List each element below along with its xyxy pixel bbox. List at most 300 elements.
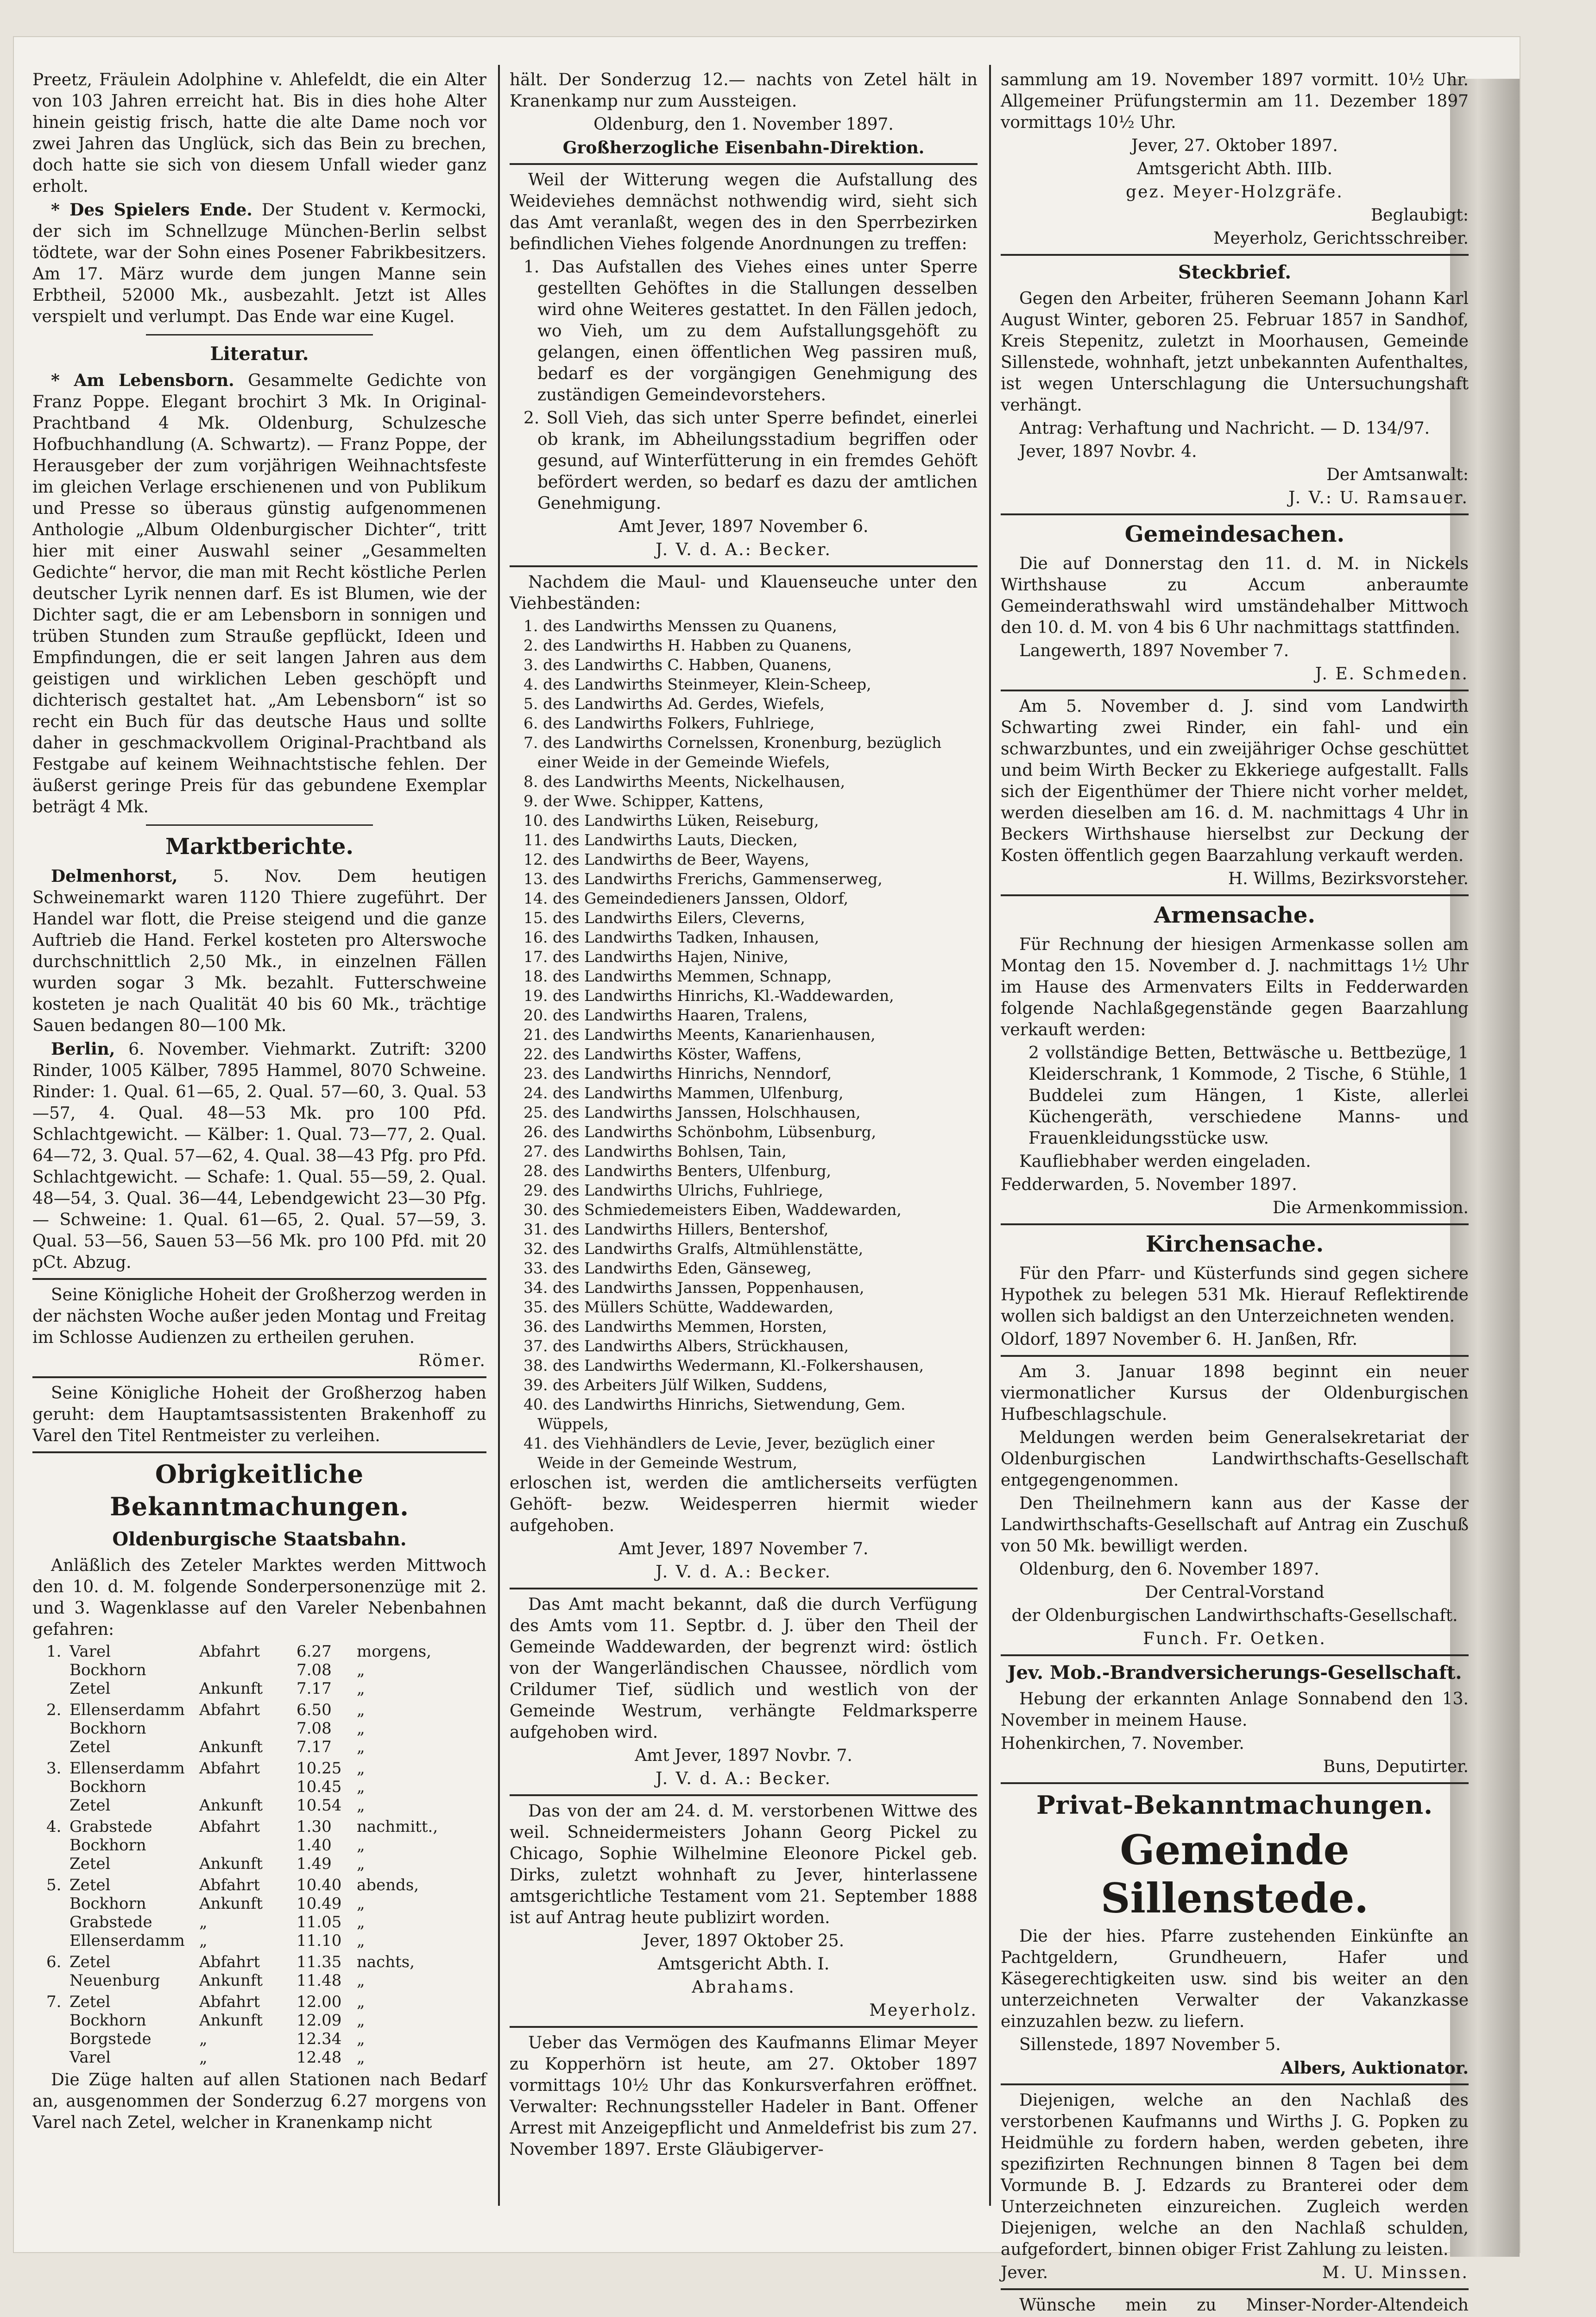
list-item: 10. des Landwirths Lüken, Reiseburg, [524,811,819,829]
train-cell: 10.40 [296,1876,342,1894]
train-cell: Abfahrt [199,1817,260,1836]
train-row [46,1817,454,1836]
train-number [46,1913,69,1931]
notice-date: Amt Jever, 1897 Novbr. 7. [635,1746,852,1765]
train-cell: 10.54 [296,1796,342,1815]
section-title-literatur: Literatur. [210,343,309,365]
train-number [46,1738,69,1756]
train-cell: Zetel [69,1738,111,1756]
train-cell: 7.17 [296,1738,332,1756]
train-cell: 7.08 [296,1661,332,1679]
train-cell: Abfahrt [199,1701,260,1719]
train-row [46,1894,454,1913]
list-item: 2. Soll Vieh, das sich unter Sperre befindet, einerlei ob krank, im Abheilungsstadium begriffen oder gesund, auf Winterfütterung in ein fremdes Gehöft befördert werden, so bedarf es dazu der amtlichen Genehmigung. [524,409,978,513]
column-divider [498,65,500,2206]
train-number: 4. [46,1817,62,1836]
notice-kauf: Kaufliebhaber werden eingeladen. [1019,1152,1311,1171]
train-cell [199,1778,296,1796]
list-item: 19. des Landwirths Hinrichs, Kl.-Waddewarden, [524,987,894,1005]
train-cell: 11.10 [296,1931,342,1950]
divider [510,565,978,567]
train-cell: Zetel [69,1796,111,1815]
notice-signature: Meyerholz. [869,2001,978,2020]
list-item: 24. des Landwirths Mammen, Ulfenburg, [524,1084,844,1102]
train-row [46,1719,454,1738]
divider [1001,2083,1469,2085]
divider [146,824,373,826]
article-text: Gesammelte Gedichte von Franz Poppe. Elegant brochirt 3 Mk. In Original-Prachtband 4 Mk. Oldenburg, Schulzesche Hofbuchhandlung (A. Schwartz). — Franz Poppe, der Herausgeber der zum vorjährigen Weihnachtsfeste im gleichen Verlage erschienenen und von Publikum und Presse so überaus günstig aufgenommenen Anthologie „Album Oldenburgischer Dichter“, tritt hier mit einer Auswahl seiner „Gesammelten Gedichte“ hervor, die man mit Recht köstliche Perlen deutscher Lyrik nennen darf. Es ist Blumen, wie der Dichter sagt, die er am Lebensborn in sonnigen und trüben Stunden zum Strauße gepflückt, Ideen und Empfindungen, die er seit langen Jahren aus dem geistigen und wirklichen Leben geschöpft und dichterisch gestaltet hat. „Am Lebensborn“ ist so recht ein Buch für das deutsche Haus und sollte daher in geschmackvollem Original-Prachtband als Festgabe auf keinem Weihnachtstische fehlen. Der äußerst geringe Preis für das gebundene Exemplar beträgt 4 Mk. [32,371,486,817]
divider [32,1451,486,1453]
train-cell: Ankunft [199,1679,263,1698]
list-item: 21. des Landwirths Meents, Kanarienhausen, [524,1026,876,1044]
notice-date-sign [1001,1329,1469,1350]
train-row [46,2048,454,2067]
seuche-list [510,616,978,1473]
train-cell: „ [357,1913,365,1931]
section-title-gemeindesachen: Gemeindesachen. [1124,521,1345,547]
train-row [46,1679,454,1698]
notice-signature: Großherzogliche Eisenbahn-Direktion. [562,138,925,158]
train-cell: Ankunft [199,1855,263,1873]
train-cell: „ [357,1759,365,1778]
train-cell: nachts, [357,1953,415,1971]
train-cell: Ankunft [199,1738,263,1756]
divider [1001,1355,1469,1357]
notice-signature: gez. Meyer-Holzgräfe. [1126,183,1344,202]
train-table [46,1876,454,1950]
list-item: 25. des Landwirths Janssen, Holschhausen, [524,1103,861,1121]
divider [1001,1782,1469,1784]
train-number [46,2011,69,2030]
train-cell: Ankunft [199,1894,263,1913]
divider [1001,513,1469,515]
list-item: 8. des Landwirths Meents, Nickelhausen, [524,772,845,791]
train-number: 7. [46,1993,62,2011]
train-cell: 11.05 [296,1913,342,1931]
notice-witterung: Weil der Witterung wegen die Aufstallung des Weideviehes demnächst nothwendig wird, sieht sich das Amt veranlaßt, wegen des in den Sperrbezirken befindlichen Viehes folgende Anordnungen zu treffen: [510,171,978,253]
train-cell: „ [357,1971,365,1990]
train-cell: morgens, [357,1642,432,1661]
notice-date: Fedderwarden, 5. November 1897. [1001,1175,1297,1194]
train-cell: 11.35 [296,1953,342,1971]
train-cell: „ [357,1993,365,2011]
notice-seuche: Nachdem die Maul- und Klauenseuche unter den Viehbeständen: [510,573,978,613]
list-item: 39. des Arbeiters Jülf Wilken, Suddens, [524,1376,828,1394]
train-cell [199,1661,296,1679]
notice-signature: Buns, Deputirter. [1323,1757,1469,1776]
article-title: * Des Spielers Ende. [51,200,252,220]
notice-date: Amt Jever, 1897 November 6. [618,517,869,536]
notice-seuche-end: erloschen ist, werden die amtlicherseits verfügten Gehöft- bezw. Weidesperren hiermit wieder aufgehoben. [510,1474,978,1535]
train-cell: Zetel [69,1876,111,1894]
section-title-steckbrief: Steckbrief. [1178,261,1292,283]
list-item: 16. des Landwirths Tadken, Inhausen, [524,928,820,946]
notice-signature: J. E. Schmeden. [1315,665,1469,684]
train-cell: Abfahrt [199,1642,260,1661]
train-cell: Bockhorn [69,1719,146,1738]
train-cell: 10.25 [296,1759,342,1778]
notice-date: Jever, 1897 Novbr. 4. [1019,442,1197,461]
divider [510,1794,978,1796]
place-name: Berlin, [51,1039,115,1059]
train-number: 5. [46,1876,62,1894]
witterung-list [510,257,978,514]
train-row [46,1759,454,1778]
train-cell: Ellenserdamm [69,1931,185,1950]
train-cell: „ [357,1701,365,1719]
notice-date-sign [1001,2262,1469,2284]
train-row [46,1778,454,1796]
divider [32,1376,486,1378]
train-table [46,1701,454,1756]
notice-brandversicherung: Hebung der erkannten Anlage Sonnabend den 13. November in meinem Hause. [1001,1690,1469,1730]
notice-signature: H. Janßen, Rfr. [1232,1330,1358,1349]
train-table [46,1993,454,2067]
train-number [46,1855,69,1873]
section-title-brandversicherung: Jev. Mob.-Brandversicherungs-Gesellschaft. [1007,1662,1462,1684]
train-cell: Zetel [69,1993,111,2011]
train-cell: 11.48 [296,1971,342,1990]
list-item: 26. des Landwirths Schönbohm, Lübsenburg, [524,1123,877,1141]
list-item: 33. des Landwirths Eden, Gänseweg, [524,1259,812,1277]
train-number [46,1796,69,1815]
section-title-marktberichte: Marktberichte. [165,834,354,860]
notice-staatsbahn: Anläßlich des Zeteler Marktes werden Mittwoch den 10. d. M. folgende Sonderpersonenzüge mit 2. und 3. Wagenklasse auf den Vareler Nebenbahnen gefahren: [32,1556,486,1639]
train-cell: Bockhorn [69,1894,146,1913]
train-cell: „ [357,1661,365,1679]
train-cell: „ [357,2011,365,2030]
train-cell: „ [357,1679,365,1698]
train-cell: Abfahrt [199,1876,260,1894]
train-cell: Varel [69,2048,111,2067]
notice-audienz: Seine Königliche Hoheit der Großherzog werden in der nächsten Woche außer jeden Montag und Freitag im Schlosse Audienzen zu ertheilen geruhen. [32,1285,486,1347]
list-item: 34. des Landwirths Janssen, Poppenhausen, [524,1279,864,1297]
train-cell: Bockhorn [69,1661,146,1679]
train-cell: 7.08 [296,1719,332,1738]
notice-signature: J. V. d. A.: Becker. [656,1563,832,1582]
list-item: 37. des Landwirths Albers, Strückhausen, [524,1337,849,1355]
article-berlin [32,1038,486,1273]
notice-sperre: Das Amt macht bekannt, daß die durch Verfügung des Amts vom 11. Septbr. d. J. über den Theil der Gemeinde Waddewarden, der begrenzt wird: östlich von der Wangerländischen Chaussee, nördlich vom Crildumer Tief, südlich und westlich von der Gemeinde Westrum, verhängte Feldmarksperre aufgehoben wird. [510,1595,978,1742]
train-cell: „ [357,1738,365,1756]
train-number: 3. [46,1759,62,1778]
train-cell: Zetel [69,1953,111,1971]
list-item: 30. des Schmiedemeisters Eiben, Waddewarden, [524,1201,902,1219]
list-item: 15. des Landwirths Eilers, Cleverns, [524,909,805,927]
notice-kirchensache: Für den Pfarr- und Küsterfunds sind gegen sichere Hypothek zu belegen 531 Mk. Hierauf Reflektirende wollen sich baldigst an den Unterzeichneten wenden. [1001,1264,1469,1326]
notice-date: Amt Jever, 1897 November 7. [618,1539,869,1558]
train-cell: Abfahrt [199,1759,260,1778]
list-item: 6. des Landwirths Folkers, Fuhlriege, [524,714,815,732]
list-item: 1. des Landwirths Menssen zu Quanens, [524,617,837,635]
train-table [46,1953,454,1990]
subsection-staatsbahn: Oldenburgische Staatsbahn. [112,1528,407,1550]
train-cell: „ [357,1796,365,1815]
train-cell [199,1836,296,1855]
train-cell: Ellenserdamm [69,1759,185,1778]
notice-konkurs: Ueber das Vermögen des Kaufmanns Elimar Meyer zu Kopperhörn ist heute, am 27. Oktober 1897 vormittags 10½ Uhr das Konkursverfahren eröffnet. Verwalter: Rechnungssteller Hadeler in Bant. Offener Arrest mit Anzeigepflicht und Anmeldefrist bis zum 27. November 1897. Erste Gläubigerver- [510,2033,978,2159]
train-cell: 12.09 [296,2011,342,2030]
train-cell: 7.17 [296,1679,332,1698]
list-item: 17. des Landwirths Hajen, Ninive, [524,948,789,966]
train-row [46,1661,454,1679]
train-cell: „ [357,1894,365,1913]
notice-date: Jever, 1897 Oktober 25. [643,1931,845,1950]
divider [1001,690,1469,691]
column-2 [510,70,978,2220]
train-cell: Grabstede [69,1817,152,1836]
notice-trains-end: Die Züge halten auf allen Stationen nach Bedarf an, ausgenommen der Sonderzug 6.27 morgens von Varel nach Zetel, welcher in Kranenkamp nicht [32,2070,486,2132]
train-cell: Ellenserdamm [69,1701,185,1719]
train-number [46,1931,69,1950]
divider [510,1588,978,1589]
list-item: 28. des Landwirths Benters, Ulfenburg, [524,1162,832,1180]
train-cell: Bockhorn [69,1836,146,1855]
section-title-privat: Privat-Bekanntmachungen. [1036,1790,1433,1820]
notice-signature: Die Armenkommission. [1273,1198,1469,1217]
list-item: 11. des Landwirths Lauts, Diecken, [524,831,798,849]
train-number [46,1836,69,1855]
column-divider [989,65,991,2206]
train-row [46,1953,454,1971]
section-title-kirchensache: Kirchensache. [1145,1231,1324,1257]
train-number: 2. [46,1701,62,1719]
newspaper-page [14,37,1520,2315]
notice-signature: Römer. [418,1351,486,1370]
notice-date: Hohenkirchen, 7. November. [1001,1734,1244,1753]
train-cell: 1.30 [296,1817,332,1836]
notice-steckbrief: Gegen den Arbeiter, früheren Seemann Johann Karl August Winter, geboren 25. Februar 1857 in Sandhof, Kreis Stepenitz, zuletzt in Moorhausen, Gemeinde Sillenstede, wohnhaft, jetzt unbekannten Aufenthaltes, ist wegen Unterschlagung die Untersuchungshaft verhängt. [1001,289,1469,415]
notice-date: Sillenstede, 1897 November 5. [1019,2035,1281,2054]
train-cell: Bockhorn [69,1778,146,1796]
notice-koehler: Wünsche mein zu Minser-Norder-Altendeich [1019,2296,1469,2315]
list-item: 2. des Landwirths H. Habben zu Quanens, [524,636,852,654]
place-name: Delmenhorst, [51,867,178,886]
notice-signature: M. U. Minssen. [1322,2263,1469,2282]
train-cell: 10.49 [296,1894,342,1913]
train-row [46,1855,454,1873]
notice-pickel: Das von der am 24. d. M. verstorbenen Wittwe des weil. Schneidermeisters Johann Georg Pickel zu Chicago, Sophie Wilhelmine Eleonore Pickel geb. Dirks, zuletzt wohnhaft zu Jever, hinterlassene amtsgerichtliche Testament vom 21. September 1888 ist auf Antrag heute publizirt worden. [510,1802,978,1927]
train-cell: „ [357,1836,365,1855]
notice-items: 2 vollständige Betten, Bettwäsche u. Bettbezüge, 1 Kleiderschrank, 1 Kommode, 2 Tische, 6 Stühle, 1 Buddelei zum Hängen, 1 Kiste, allerlei Küchengeräth, verschiedene Manns- und Frauenkleidungsstücke usw. [1028,1044,1469,1148]
train-cell: „ [199,2048,208,2067]
notice-signature: J. V.: U. Ramsauer. [1288,488,1469,507]
train-row [46,1876,454,1894]
notice-court: Amtsgericht Abth. IIIb. [1136,159,1333,178]
notice-signature: J. V. d. A.: Becker. [656,1769,832,1788]
train-cell: Zetel [69,1855,111,1873]
divider [510,2026,978,2028]
train-cell: Zetel [69,1679,111,1698]
list-item: 12. des Landwirths de Beer, Wayens, [524,850,809,868]
train-cell: 1.49 [296,1855,332,1873]
divider [510,163,978,165]
train-cell: Neuenburg [69,1971,160,1990]
train-cell: „ [199,1913,208,1931]
notice-hufbeschlag: Den Theilnehmern kann aus der Kasse der Landwirthschafts-Gesellschaft auf Antrag ein Zuschuß von 50 Mk. bewilligt werden. [1001,1494,1469,1556]
train-cell: 12.34 [296,2030,342,2048]
train-row [46,1931,454,1950]
train-cell: abends, [357,1876,419,1894]
train-row [46,1738,454,1756]
train-cell: 10.45 [296,1778,342,1796]
train-number [46,2048,69,2067]
list-item: 36. des Landwirths Memmen, Horsten, [524,1317,827,1336]
train-cell: nachmitt., [357,1817,438,1836]
notice-org: Der Central-Vorstand [1145,1583,1325,1602]
list-item: 41. des Viehhändlers de Levie, Jever, bezüglich einer Weide in der Gemeinde Westrum, [524,1434,934,1472]
train-number [46,1661,69,1679]
notice-continued: sammlung am 19. November 1897 vormitt. 10½ Uhr. Allgemeiner Prüfungstermin am 11. Dezember 1897 vormittags 10½ Uhr. [1001,70,1469,132]
article-delmenhorst [32,866,486,1037]
train-table [46,1642,454,1698]
train-cell: 6.50 [296,1701,332,1719]
list-item: 38. des Landwirths Wedermann, Kl.-Folkershausen, [524,1356,924,1374]
list-item: 9. der Wwe. Schipper, Kattens, [524,792,764,810]
article-intro: Preetz, Fräulein Adolphine v. Ahlefeldt, die ein Alter von 103 Jahren erreicht hat. Bis in dies hohe Alter hinein geistig frisch, hatte die alte Dame noch vor zwei Jahren das Unglück, sich das Bein zu brechen, doch hatte sie sich von diesem Unfall wieder ganz erholt. [32,70,486,196]
column-1 [32,70,486,2220]
list-item: 29. des Landwirths Ulrichs, Fuhlriege, [524,1181,823,1199]
list-item: 7. des Landwirths Cornelssen, Kronenburg, bezüglich einer Weide in der Gemeinde Wiefels, [524,734,942,771]
train-row [46,1796,454,1815]
list-item: 5. des Landwirths Ad. Gerdes, Wiefels, [524,695,825,713]
list-item: 20. des Landwirths Haaren, Tralens, [524,1006,808,1024]
notice-sillenstede: Die der hies. Pfarre zustehenden Einkünfte an Pachtgeldern, Grundheuern, Hafer und Käsegerechtigkeiten usw. sind bis weiter an den unterzeichneten Verwalter der Vakanzkasse einzuzahlen bezw. zu liefern. [1001,1927,1469,2031]
list-item: 40. des Landwirths Hinrichs, Sietwendung, Gem. Wüppels, [524,1395,906,1433]
notice-continued: hält. Der Sonderzug 12.— nachts von Zetel hält in Kranenkamp nur zum Aussteigen. [510,70,978,111]
train-cell: „ [357,1855,365,1873]
notice-date: Oldenburg, den 1. November 1897. [593,115,894,134]
notice-rentmeister: Seine Königliche Hoheit der Großherzog haben geruht: dem Hauptamtsassistenten Brakenhoff zu Varel den Titel Rentmeister zu verleihen. [32,1384,486,1445]
train-cell: Grabstede [69,1913,152,1931]
notice-org: der Oldenburgischen Landwirthschafts-Gesellschaft. [1011,1606,1458,1625]
train-cell: Abfahrt [199,1993,260,2011]
train-row [46,1642,454,1661]
train-cell: „ [199,2030,208,2048]
train-cell: „ [357,1931,365,1950]
list-item: 27. des Landwirths Bohlsen, Tain, [524,1142,787,1160]
notice-date: Oldorf, 1897 November 6. [1001,1330,1222,1349]
train-row [46,2030,454,2048]
divider [1001,2288,1469,2290]
train-table [46,1759,454,1815]
list-item: 3. des Landwirths C. Habben, Quanens, [524,656,832,674]
train-cell: „ [357,1778,365,1796]
list-item: 13. des Landwirths Frerichs, Gammenserweg, [524,870,883,888]
article-title: * Am Lebensborn. [51,371,234,390]
notice-signature: Funch. Fr. Oetken. [1143,1629,1326,1648]
list-item: 32. des Landwirths Gralfs, Altmühlenstätte, [524,1240,864,1258]
notice-court: Amtsgericht Abth. I. [657,1955,830,1974]
section-title-obrigkeitliche: Obrigkeitliche Bekanntmachungen. [110,1459,409,1521]
train-number: 1. [46,1642,62,1661]
divider [32,1278,486,1280]
train-cell: Varel [69,1642,111,1661]
train-row [46,1971,454,1990]
list-item: 35. des Müllers Schütte, Waddewarden, [524,1298,834,1316]
train-row [46,1993,454,2011]
notice-antrag: Antrag: Verhaftung und Nachricht. — D. 134/97. [1019,419,1430,438]
train-number [46,2030,69,2048]
train-number [46,1971,69,1990]
train-cell: 6.27 [296,1642,332,1661]
notice-role: Der Amtsanwalt: [1326,465,1469,484]
column-3 [1001,70,1469,2315]
notice-signature: J. V. d. A.: Becker. [656,540,832,559]
train-number [46,1778,69,1796]
train-cell: „ [357,2030,365,2048]
train-cell: 12.48 [296,2048,342,2067]
train-cell: Ankunft [199,1796,263,1815]
train-cell: „ [357,1719,365,1738]
notice-hufbeschlag: Am 3. Januar 1898 beginnt ein neuer viermonatlicher Kursus der Oldenburgischen Hufbeschlagschule. [1001,1362,1469,1424]
train-cell: „ [357,2048,365,2067]
train-row [46,2011,454,2030]
train-number: 6. [46,1953,62,1971]
article-spieler [32,199,486,328]
notice-date: Jever. [1001,2263,1048,2282]
divider [146,334,373,336]
train-cell: Abfahrt [199,1953,260,1971]
heading-sillenstede: Gemeinde Sillenstede. [1100,1826,1369,1922]
train-number [46,1679,69,1698]
article-text: Der Student v. Kermocki, der sich im Schnellzuge München-Berlin selbst tödtete, war der Sohn eines Posener Fabrikbesitzers. Am 17. März wurde dem jungen Manne sein Erbtheil, 52000 Mk., ausbezahlt. Jetzt ist Alles verspielt und verlumpt. Das Ende war eine Kugel. [32,201,487,326]
list-item: 31. des Landwirths Hillers, Bentershof, [524,1220,829,1238]
divider [1001,1223,1469,1225]
list-item: 18. des Landwirths Memmen, Schnapp, [524,967,832,985]
list-item: 22. des Landwirths Köster, Waffens, [524,1045,802,1063]
train-cell: 12.00 [296,1993,342,2011]
train-cell: Borgstede [69,2030,151,2048]
notice-hufbeschlag: Meldungen werden beim Generalsekretariat der Oldenburgischen Landwirthschafts-Gesellschaft entgegengenommen. [1001,1428,1469,1490]
list-item: 1. Das Aufstallen des Viehes eines unter Sperre gestellten Gehöftes in die Stallungen desselben wird ohne Weiteres gestattet. In den Fällen jedoch, wo Vieh, um zu dem Aufstallungsgehöft zu gelangen, einen öffentlichen Weg passiren muß, bedarf es der vorgängigen Genehmigung des zuständigen Gemeindevorstehers. [524,258,978,405]
train-cell: Bockhorn [69,2011,146,2030]
train-cell: 1.40 [296,1836,332,1855]
train-row [46,1913,454,1931]
divider [1001,254,1469,256]
notice-signature: Abrahams. [692,1978,795,1997]
train-row [46,1701,454,1719]
notice-rinder: Am 5. November d. J. sind vom Landwirth Schwarting zwei Rinder, ein fahl- und ein schwarzbuntes, und ein zweijähriger Ochse geschüttet und beim Wirth Becker zu Ekkeriege aufgestallt. Falls sich der Eigenthümer der Thiere nicht vorher meldet, werden dieselben am 16. d. M. nachmittags 4 Uhr in Beckers Wirthshause hierselbst zur Deckung der Kosten öffentlich gegen Baarzahlung verkauft werden. [1001,697,1469,865]
list-item: 23. des Landwirths Hinrichs, Nenndorf, [524,1064,832,1083]
notice-signature: H. Willms, Bezirksvorsteher. [1228,869,1469,888]
notice-armensache: Für Rechnung der hiesigen Armenkasse sollen am Montag den 15. November d. J. nachmittags 1½ Uhr im Hause des Armenvaters Eilts in Fedderwarden folgende Nachlaßgegenstände gegen Baarzahlung verkauft werden: [1001,935,1469,1039]
article-text: 6. November. Viehmarkt. Zutrift: 3200 Rinder, 1005 Kälber, 7895 Hammel, 8070 Schweine. Rinder: 1. Qual. 61—65, 2. Qual. 57—60, 3. Qual. 53—57, 4. Qual. 48—53 Mk. pro 100 Pfd. Schlachtgewicht. — Kälber: 1. Qual. 73—77, 2. Qual. 64—72, 3. Qual. 57—62, 4. Qual. 38—43 Pfg. pro Pfd. Schlachtgewicht. — Schafe: 1. Qual. 55—59, 2. Qual. 48—54, 3. Qual. 36—44, Lebendgewicht 23—30 Pfg. — Schweine: 1. Qual. 61—65, 2. Qual. 57—59, 3. Qual. 53—56, Sauen 53—56 Mk. pro 100 Pfd. mit 20 pCt. Abzug. [32,1040,486,1272]
train-number [46,1719,69,1738]
train-table [46,1817,454,1873]
train-row [46,1836,454,1855]
train-number [46,1894,69,1913]
notice-signature: Albers, Auktionator. [1281,2058,1469,2078]
list-item: 14. des Gemeindedieners Janssen, Oldorf, [524,889,849,907]
section-title-armensache: Armensache. [1154,902,1316,928]
notice-popken: Diejenigen, welche an den Nachlaß des verstorbenen Kaufmanns und Wirths J. G. Popken zu Heidmühle zu fordern haben, werden gebeten, ihre spezifizirten Rechnungen binnen 8 Tagen bei dem Vormunde B. J. Edzards zu Branterei oder dem Unterzeichneten einzureichen. Zugleich werden Diejenigen, welche an den Nachlaß schulden, aufgefordert, binnen obiger Frist Zahlung zu leisten. [1001,2091,1469,2259]
article-lebensborn [32,370,486,818]
notice-gemeinderathswahl: Die auf Donnerstag den 11. d. M. in Nickels Wirthshause zu Accum anberaumte Gemeinderathswahl wird umständehalber Mittwoch den 10. d. M. von 4 bis 6 Uhr nachmittags stattfinden. [1001,554,1469,637]
notice-date: Oldenburg, den 6. November 1897. [1019,1560,1319,1579]
divider [1001,1654,1469,1656]
list-item: 4. des Landwirths Steinmeyer, Klein-Scheep, [524,675,871,693]
notice-signature: Meyerholz, Gerichtsschreiber. [1213,229,1469,248]
article-text: 5. Nov. Dem heutigen Schweinemarkt waren 1120 Thiere zugeführt. Der Handel war flott, die Preise steigend und die ganze Auftrieb die Hand. Ferkel kosteten pro Alterswoche durchschnittlich 2,50 Mk., in einzelnen Fällen wurden sogar 3 Mk. bezahlt. Futterschweine kosteten je nach Qualität 40 bis 60 Mk., trächtige Sauen bedangen 80—100 Mk. [32,867,486,1035]
train-cell [199,1719,296,1738]
train-timetable [32,1642,486,2067]
train-cell: Ankunft [199,1971,263,1990]
notice-date: Langewerth, 1897 November 7. [1019,641,1289,660]
train-cell: Ankunft [199,2011,263,2030]
divider [1001,894,1469,896]
notice-date: Jever, 27. Oktober 1897. [1131,136,1338,155]
